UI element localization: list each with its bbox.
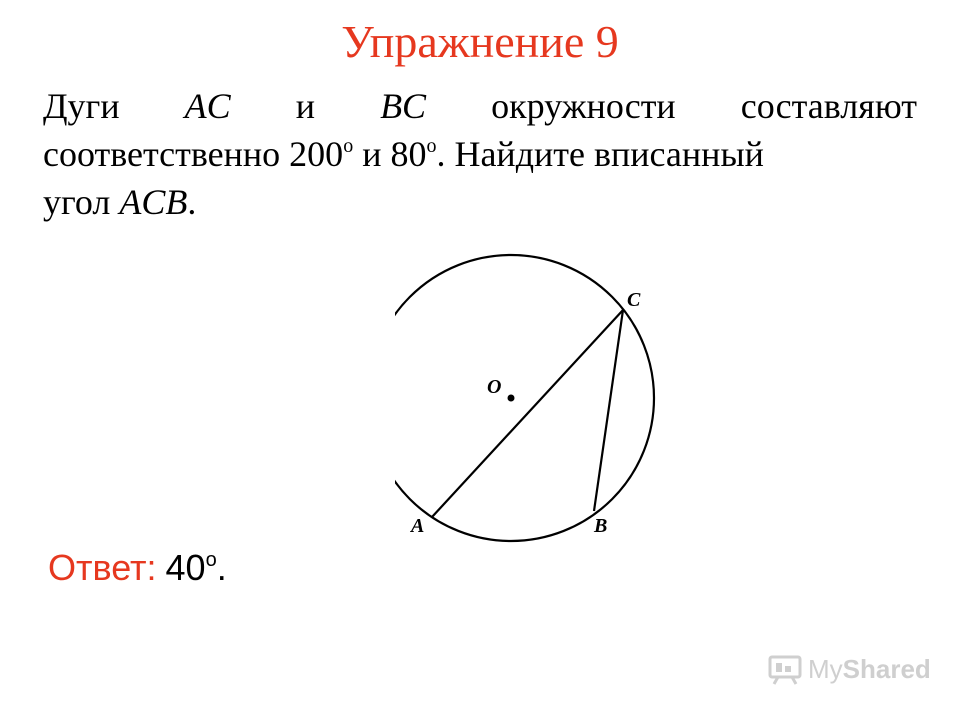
line2-mid: и 80	[353, 134, 427, 174]
problem-line-1	[43, 82, 917, 130]
word-and: и	[295, 86, 315, 126]
watermark-my: My	[808, 654, 843, 684]
word-make: составляют	[740, 86, 917, 126]
circle-outline	[395, 255, 654, 541]
word-circle: окружности	[491, 86, 676, 126]
arc-bc-label: BC	[380, 86, 427, 126]
label-a: A	[411, 515, 425, 537]
word-arcs: Дуги	[43, 86, 120, 126]
line2-prefix: соответственно 200	[43, 134, 344, 174]
label-b: B	[594, 515, 608, 537]
center-point	[508, 395, 515, 402]
circle-figure	[395, 248, 685, 548]
answer	[48, 544, 227, 592]
watermark-shared: Shared	[842, 654, 931, 684]
degree-sign: о	[343, 135, 354, 157]
problem-text	[43, 82, 917, 226]
problem-line-2	[43, 130, 917, 178]
chord-ac	[432, 310, 623, 517]
label-c: C	[627, 289, 641, 311]
line3-suffix: .	[187, 182, 197, 222]
arc-ac-label: AC	[184, 86, 231, 126]
presentation-board-icon	[768, 655, 802, 685]
answer-number: 40	[165, 547, 206, 588]
answer-label: Ответ:	[48, 547, 157, 588]
myshared-watermark	[768, 654, 931, 685]
degree-sign: о	[426, 135, 437, 157]
line2-suffix: . Найдите вписанный	[436, 134, 764, 174]
problem-line-3	[43, 178, 917, 226]
angle-acb-label: ACB	[119, 182, 188, 222]
watermark-text	[808, 654, 931, 685]
chord-cb	[594, 310, 623, 511]
degree-sign: о	[205, 549, 217, 571]
slide-title: Упражнение 9	[341, 16, 619, 67]
answer-suffix: .	[216, 547, 227, 588]
answer-value	[166, 547, 227, 588]
label-o: O	[487, 376, 502, 398]
line3-prefix: угол	[43, 182, 120, 222]
